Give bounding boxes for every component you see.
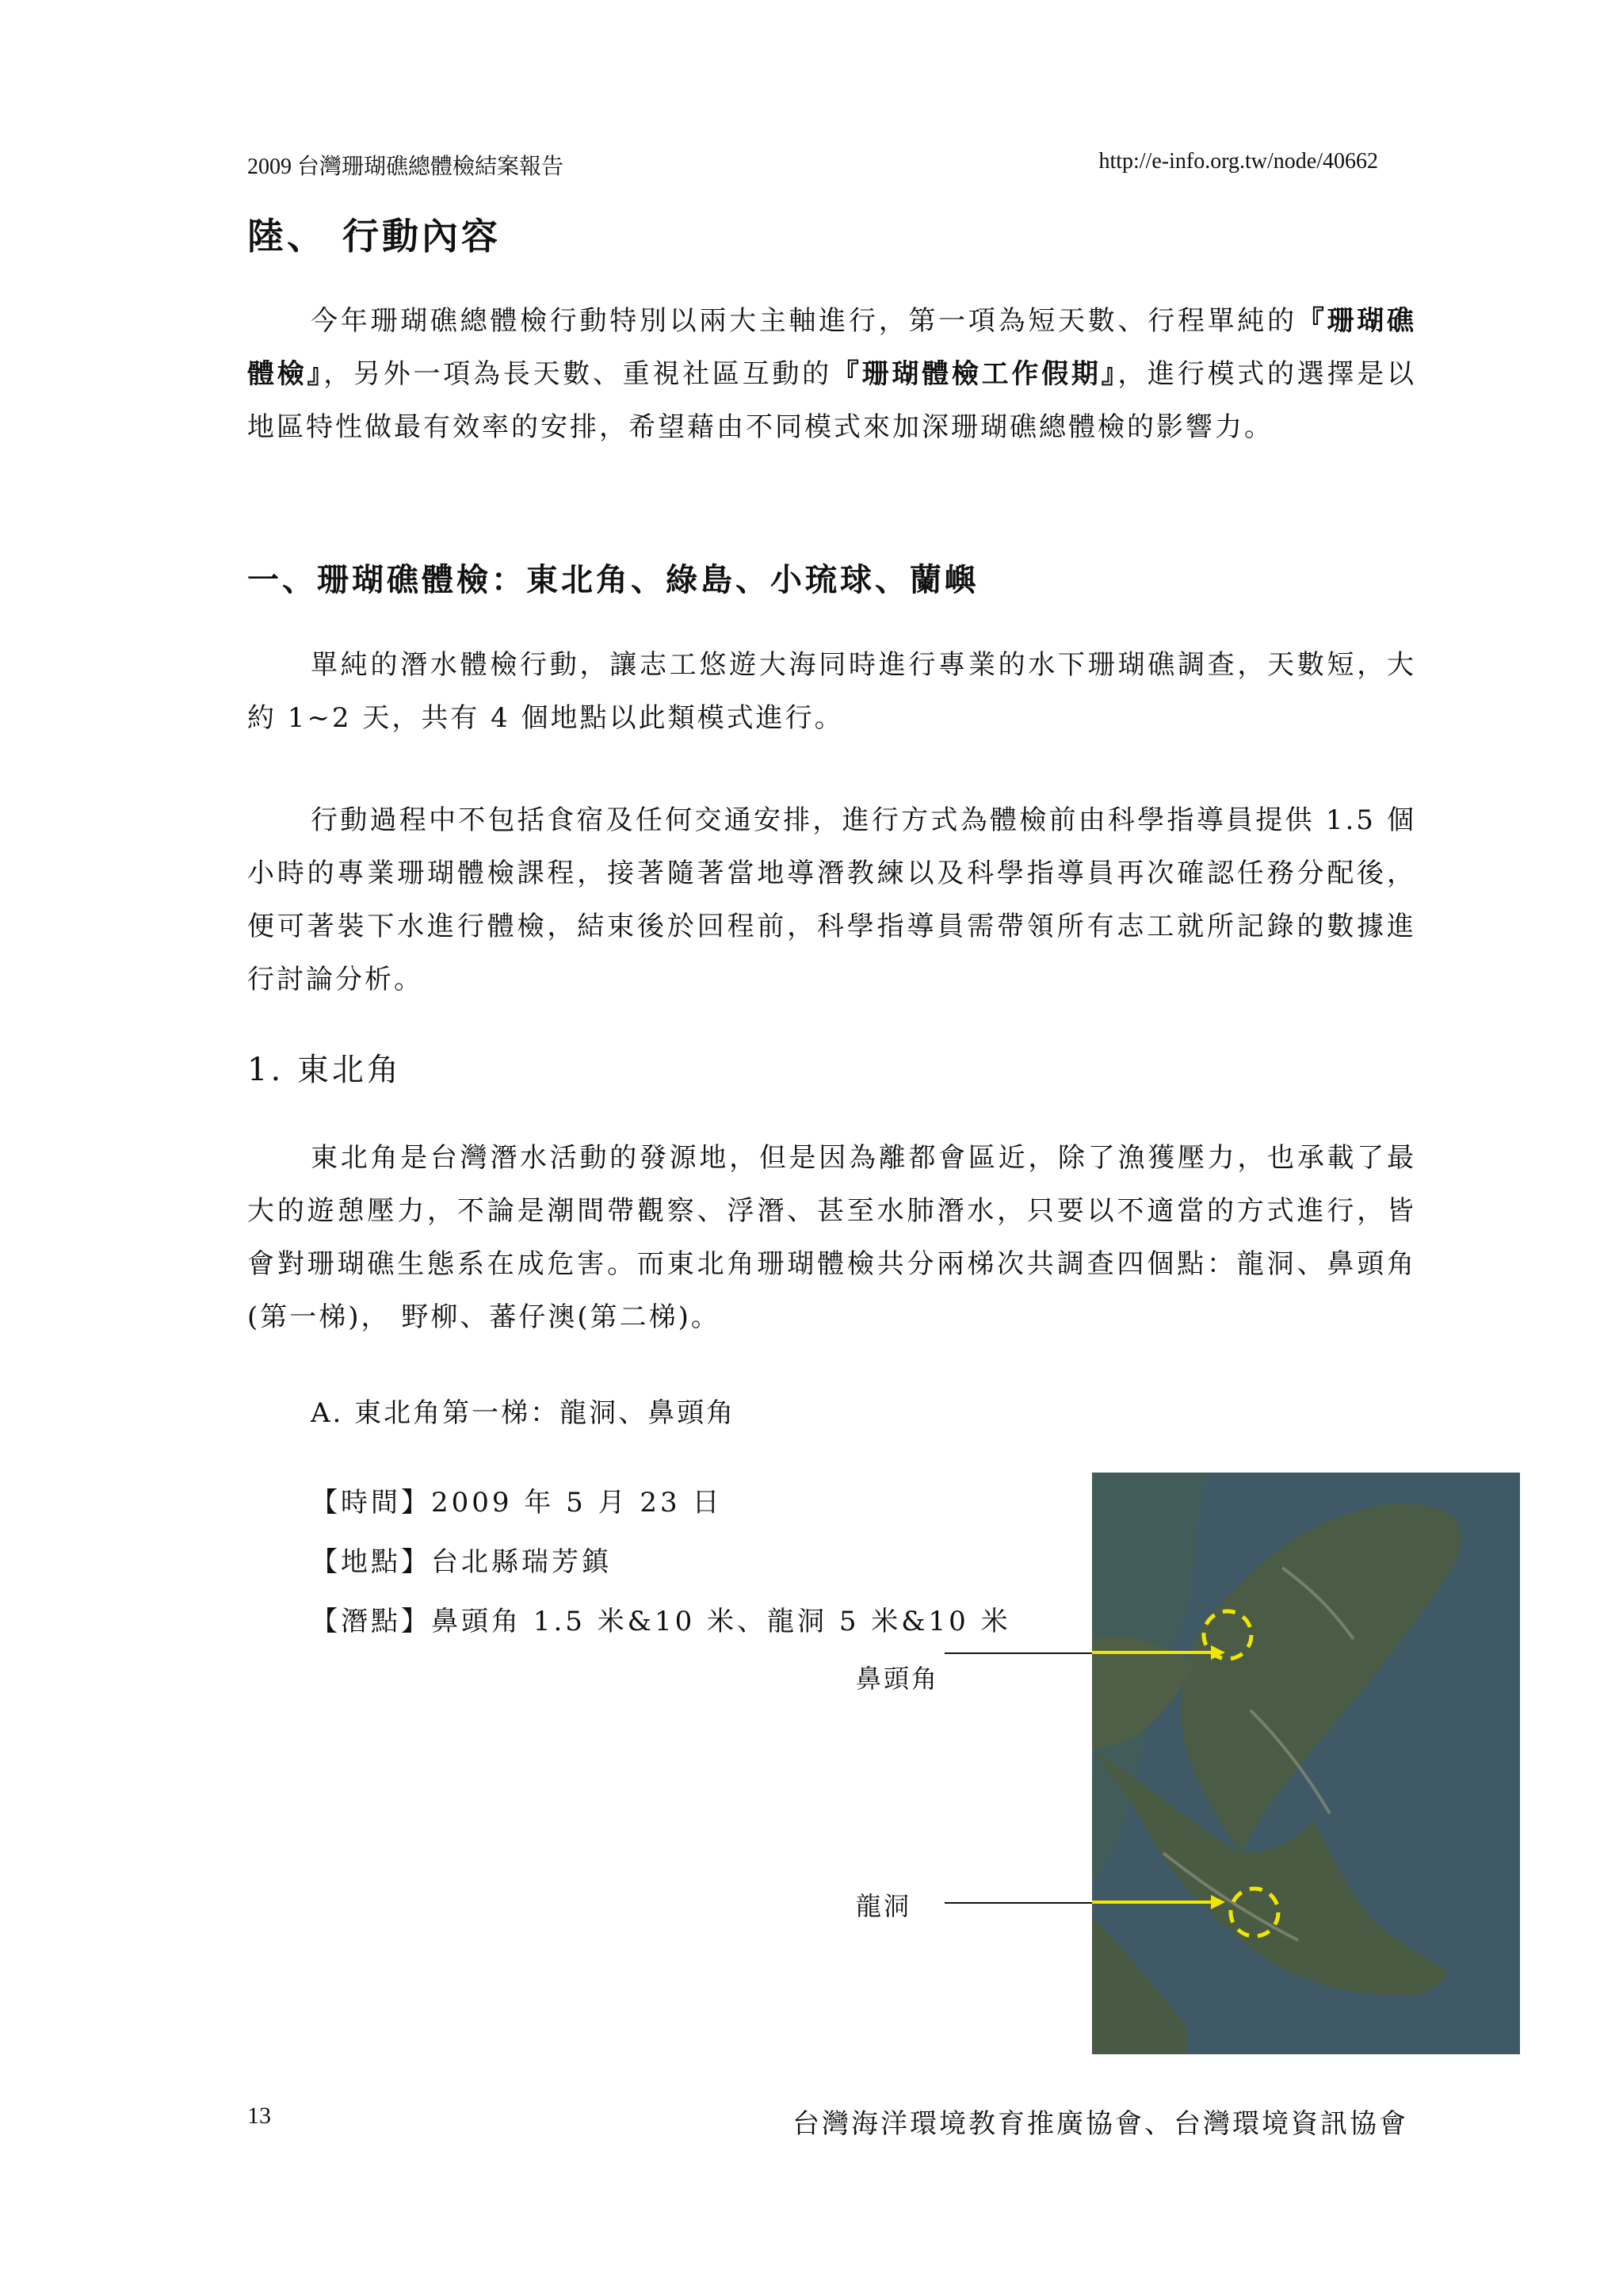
header-report-title: 2009 台灣珊瑚礁總體檢結案報告 (247, 155, 564, 179)
section-paragraph-2-text: 行動過程中不包括食宿及任何交通安排，進行方式為體檢前由科學指導員提供 1.5 個小時的專業珊瑚體檢課程，接著隨著當地導潛教練以及科學指導員再次確認任務分配後，便可著裝下水進行體檢，結束後於回程前，科學指導員需帶領所有志工就所記錄的數據進行討論分析。 (247, 804, 1416, 995)
footer-organizations: 台灣海洋環境教育推廣協會、台灣環境資訊協會 (792, 2108, 1408, 2140)
section-paragraph-1-text: 單純的潛水體檢行動，讓志工悠遊大海同時進行專業的水下珊瑚礁調查，天數短，大約 1~2 天，共有 4 個地點以此類模式進行。 (247, 649, 1416, 734)
subsection-paragraph (247, 1132, 1416, 1344)
map-label-bitou: 鼻頭角 (856, 1664, 940, 1694)
info-place: 【地點】台北縣瑞芳鎮 (311, 1546, 612, 1578)
intro-paragraph (247, 295, 1416, 454)
info-dive-sites: 【潛點】鼻頭角 1.5 米&10 米、龍洞 5 米&10 米 (311, 1606, 1011, 1637)
intro-bold-b: 『珊瑚體檢工作假期』 (831, 358, 1118, 390)
intro-text-b: ，另外一項為長天數、重視社區互動的 (323, 358, 832, 390)
intro-bold-a: 『珊瑚礁體檢』 (247, 305, 1417, 390)
leader-line-longdong (945, 1902, 1092, 1904)
intro-text-c: ，進行模式的選擇是以地區特性做最有效率的安排，希望藉由不同模式來加深珊瑚礁總體檢的影響力。 (247, 358, 1417, 443)
section-paragraph-1 (247, 639, 1416, 745)
section-heading: 一、珊瑚礁體檢：東北角、綠島、小琉球、蘭嶼 (247, 561, 980, 598)
info-time: 【時間】2009 年 5 月 23 日 (311, 1487, 723, 1519)
subsection-heading: 1. 東北角 (247, 1052, 402, 1088)
leader-line-bitou (945, 1652, 1092, 1654)
page-number: 13 (247, 2103, 271, 2129)
map-label-longdong: 龍洞 (856, 1891, 912, 1921)
chapter-title: 陸、 行動內容 (247, 215, 502, 258)
subsection-paragraph-text: 東北角是台灣潛水活動的發源地，但是因為離都會區近，除了漁獲壓力，也承載了最大的遊憩壓力，不論是潮間帶觀察、浮潛、甚至水肺潛水，只要以不適當的方式進行，皆會對珊瑚礁生態系在成危害。而東北角珊瑚體檢共分兩梯次共調查四個點：龍洞、鼻頭角(第一梯)， 野柳、蕃仔澳(第二梯)。 (247, 1142, 1416, 1333)
section-paragraph-2 (247, 794, 1416, 1007)
intro-text-a: 今年珊瑚礁總體檢行動特別以兩大主軸進行，第一項為短天數、行程單純的 (311, 305, 1297, 337)
header-url: http://e-info.org.tw/node/40662 (1098, 149, 1378, 174)
trip-heading: A. 東北角第一梯：龍洞、鼻頭角 (311, 1397, 736, 1429)
satellite-map (1092, 1473, 1520, 2054)
